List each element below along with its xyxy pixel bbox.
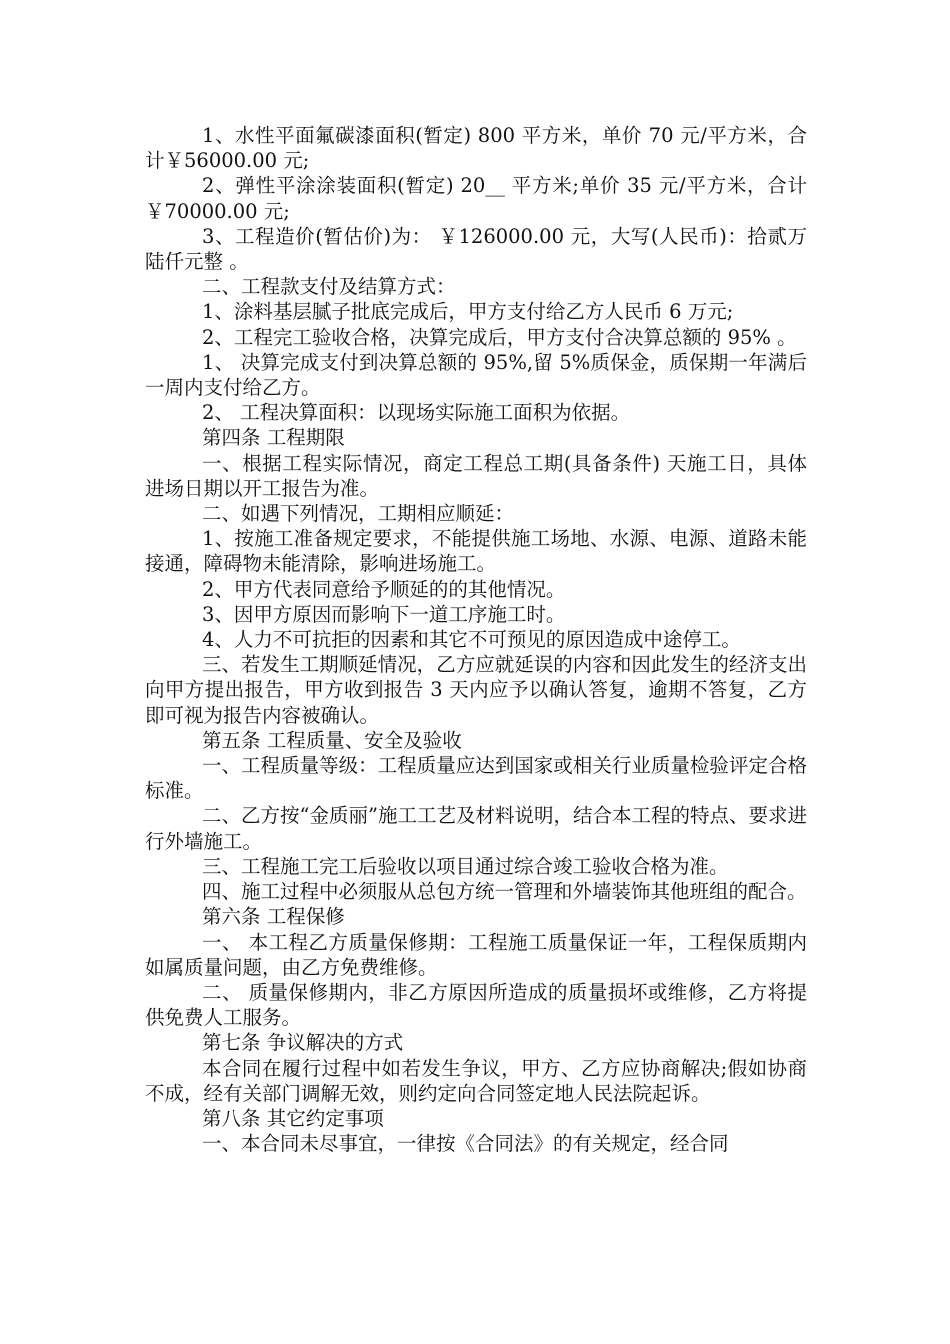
clause-paragraph: 三、工程施工完工后验收以项目通过综合竣工验收合格为准。 (202, 854, 729, 878)
clause-paragraph: 一、根据工程实际情况，商定工程总工期(具备条件) 天施工日，具体进场日期以开工报告为准。 (145, 451, 807, 500)
clause-paragraph: 一、工程质量等级：工程质量应达到国家或相关行业质量检验评定合格标准。 (145, 754, 807, 803)
clause-paragraph: 2、工程完工验收合格，决算完成后，甲方支付合决算总额的 95% 。 (202, 325, 797, 349)
article-heading: 第七条 争议解决的方式 (202, 1031, 404, 1055)
clause-paragraph: 三、若发生工期顺延情况，乙方应就延误的内容和因此发生的经济支出向甲方提出报告，甲方收到报告 3 天内应予以确认答复，逾期不答复，乙方即可视为报告内容被确认。 (145, 653, 807, 727)
clause-paragraph: 一、本合同未尽事宜，一律按《合同法》的有关规定，经合同 (202, 1132, 729, 1156)
clause-paragraph: 二、 质量保修期内，非乙方原因所造成的质量损坏或维修，乙方将提供免费人工服务。 (145, 980, 807, 1030)
clause-paragraph: 2、甲方代表同意给予顺延的的其他情况。 (202, 577, 566, 601)
clause-paragraph: 4、人力不可抗拒的因素和其它不可预见的原因造成中途停工。 (202, 628, 741, 652)
contract-body (145, 123, 807, 1156)
clause-paragraph: 四、施工过程中必须服从总包方统一管理和外墙装饰其他班组的配合。 (202, 880, 807, 904)
clause-paragraph: 二、乙方按“金质丽”施工工艺及材料说明，结合本工程的特点、要求进行外墙施工。 (145, 804, 807, 853)
clause-paragraph: 1、水性平面氟碳漆面积(暂定) 800 平方米，单价 70 元/平方米，合计￥56000.00 元; (145, 124, 807, 173)
article-heading: 第六条 工程保修 (202, 905, 345, 929)
clause-paragraph: 一、 本工程乙方质量保修期：工程施工质量保证一年，工程保质期内如属质量问题，由乙方免费维修。 (145, 930, 807, 979)
clause-paragraph: 2、 工程决算面积：以现场实际施工面积为依据。 (202, 401, 631, 425)
clause-paragraph: 二、如遇下列情况，工期相应顺延： (202, 502, 515, 526)
clause-paragraph: 本合同在履行过程中如若发生争议，甲方、乙方应协商解决;假如协商不成，经有关部门调解无效，则约定向合同签定地人民法院起诉。 (145, 1056, 807, 1105)
clause-paragraph: 1、按施工准备规定要求，不能提供施工场地、水源、电源、道路未能接通，障碍物未能清除，影响进场施工。 (145, 527, 807, 576)
clause-paragraph: 二、工程款支付及结算方式： (202, 275, 456, 299)
clause-paragraph: 3、因甲方原因而影响下一道工序施工时。 (202, 602, 566, 626)
clause-paragraph: 1、涂料基层腻子批底完成后，甲方支付给乙方人民币 6 万元; (202, 300, 734, 324)
article-heading: 第四条 工程期限 (202, 426, 345, 450)
clause-paragraph: 1、 决算完成支付到决算总额的 95%,留 5%质保金，质保期一年满后一周内支付给乙方。 (145, 350, 807, 400)
article-heading: 第八条 其它约定事项 (202, 1106, 384, 1130)
clause-paragraph: 2、弹性平涂涂装面积(暂定) 20__ 平方米;单价 35 元/平方米，合计￥70000.00 元; (145, 174, 807, 223)
clause-paragraph: 3、工程造价(暂估价)为： ￥126000.00 元，大写(人民币)：拾贰万陆仟元整 。 (145, 224, 807, 274)
article-heading: 第五条 工程质量、安全及验收 (202, 728, 462, 752)
